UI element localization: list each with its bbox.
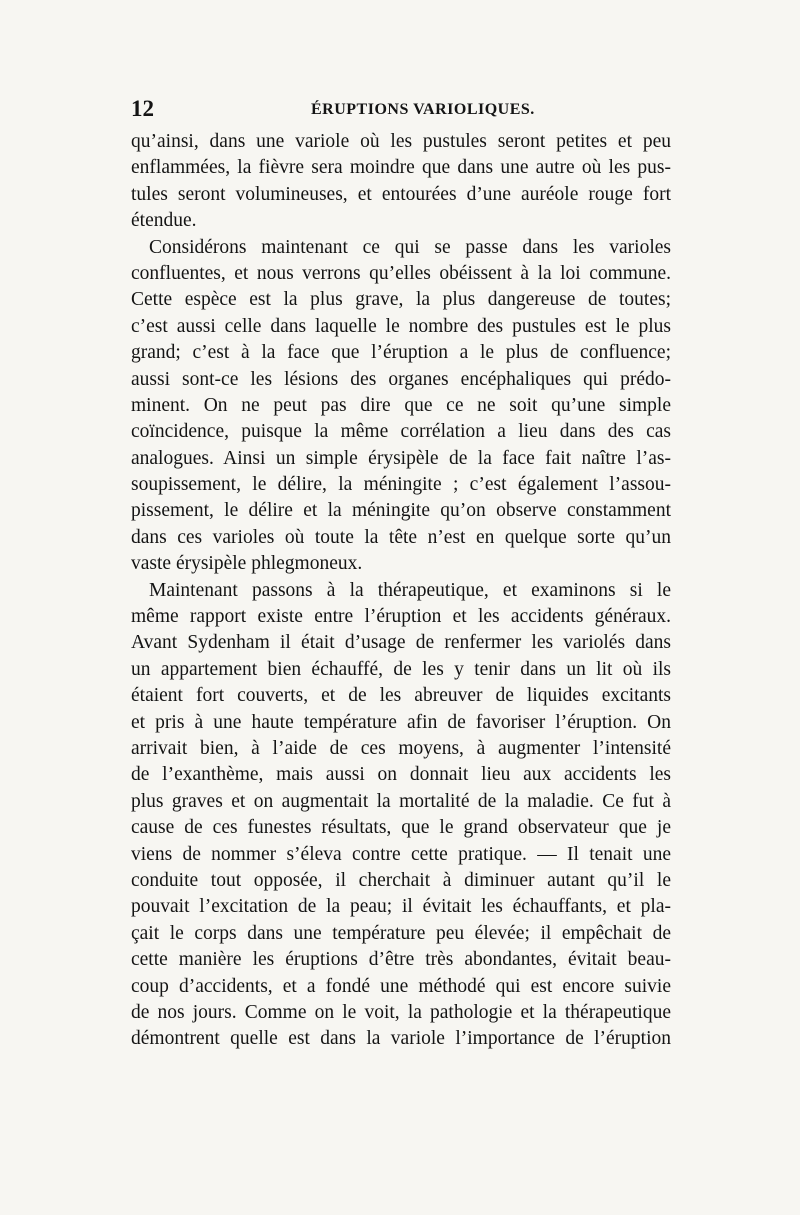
text-line: conduite tout opposée, il cherchait à diminuer autant qu’il le — [131, 869, 671, 891]
text-line: Maintenant passons à la thérapeutique, et examinons si le — [149, 579, 671, 601]
text-line: et pris à une haute température afin de favoriser l’éruption. On — [131, 711, 671, 733]
text-line: soupissement, le délire, la méningite ; c’est également l’assou- — [131, 474, 671, 496]
text-line: Considérons maintenant ce qui se passe dans les varioles — [149, 236, 671, 258]
text-line: confluentes, et nous verrons qu’elles obéissent à la loi commune. — [131, 262, 671, 284]
text-line: Avant Sydenham il était d’usage de renfermer les variolés dans — [131, 632, 671, 654]
text-line: çait le corps dans une température peu élevée; il empêchait de — [131, 922, 671, 944]
text-line: dans ces varioles où toute la tête n’est en quelque sorte qu’un — [131, 526, 671, 548]
text-line: pissement, le délire et la méningite qu’on observe constamment — [131, 500, 671, 522]
running-title: ÉRUPTIONS VARIOLIQUES. — [311, 101, 535, 118]
text-line: coïncidence, puisque la même corrélation a lieu dans des cas — [131, 421, 671, 443]
text-line: enflammées, la fièvre sera moindre que dans une autre où les pus- — [131, 157, 671, 179]
text-line: plus graves et on augmentait la mortalité de la maladie. Ce fut à — [131, 790, 671, 812]
text-line: de l’exanthème, mais aussi on donnait lieu aux accidents les — [131, 764, 671, 786]
text-line: qu’ainsi, dans une variole où les pustules seront petites et peu — [131, 131, 671, 152]
text-line: analogues. Ainsi un simple érysipèle de la face fait naître l’as- — [131, 447, 671, 469]
page-number: 12 — [131, 96, 154, 121]
text-line: cause de ces funestes résultats, que le grand observateur que je — [131, 817, 671, 839]
text-line: étaient fort couverts, et de les abreuver de liquides excitants — [131, 685, 671, 707]
text-line: pouvait l’excitation de la peau; il évitait les échauffants, et pla- — [131, 896, 671, 918]
text-line: de nos jours. Comme on le voit, la pathologie et la thérapeutique — [131, 1001, 671, 1023]
text-line: coup d’accidents, et a fondé une méthodé qui est encore suivie — [131, 975, 671, 997]
text-line: minent. On ne peut pas dire que ce ne soit qu’une simple — [131, 394, 671, 416]
text-line: démontrent quelle est dans la variole l’importance de l’éruption — [131, 1028, 671, 1050]
text-line: aussi sont-ce les lésions des organes encéphaliques qui prédo- — [131, 368, 671, 390]
text-line: tules seront volumineuses, et entourées d’une auréole rouge fort — [131, 183, 671, 205]
text-line: Cette espèce est la plus grave, la plus dangereuse de toutes; — [131, 289, 671, 311]
running-head — [131, 94, 671, 124]
text-line: viens de nommer s’éleva contre cette pratique. — Il tenait une — [131, 843, 671, 865]
text-line: même rapport existe entre l’éruption et les accidents généraux. — [131, 606, 671, 628]
text-line: un appartement bien échauffé, de les y tenir dans un lit où ils — [131, 658, 671, 680]
text-line: cette manière les éruptions d’être très abondantes, évitait beau- — [131, 949, 671, 971]
text-line: arrivait bien, à l’aide de ces moyens, à augmenter l’intensité — [131, 737, 671, 759]
text-line: vaste érysipèle phlegmoneux. — [131, 553, 363, 575]
text-line: grand; c’est à la face que l’éruption a le plus de confluence; — [131, 342, 671, 364]
text-line: étendue. — [131, 210, 197, 232]
text-line: c’est aussi celle dans laquelle le nombre des pustules est le plus — [131, 315, 671, 337]
body-text — [131, 129, 671, 1053]
